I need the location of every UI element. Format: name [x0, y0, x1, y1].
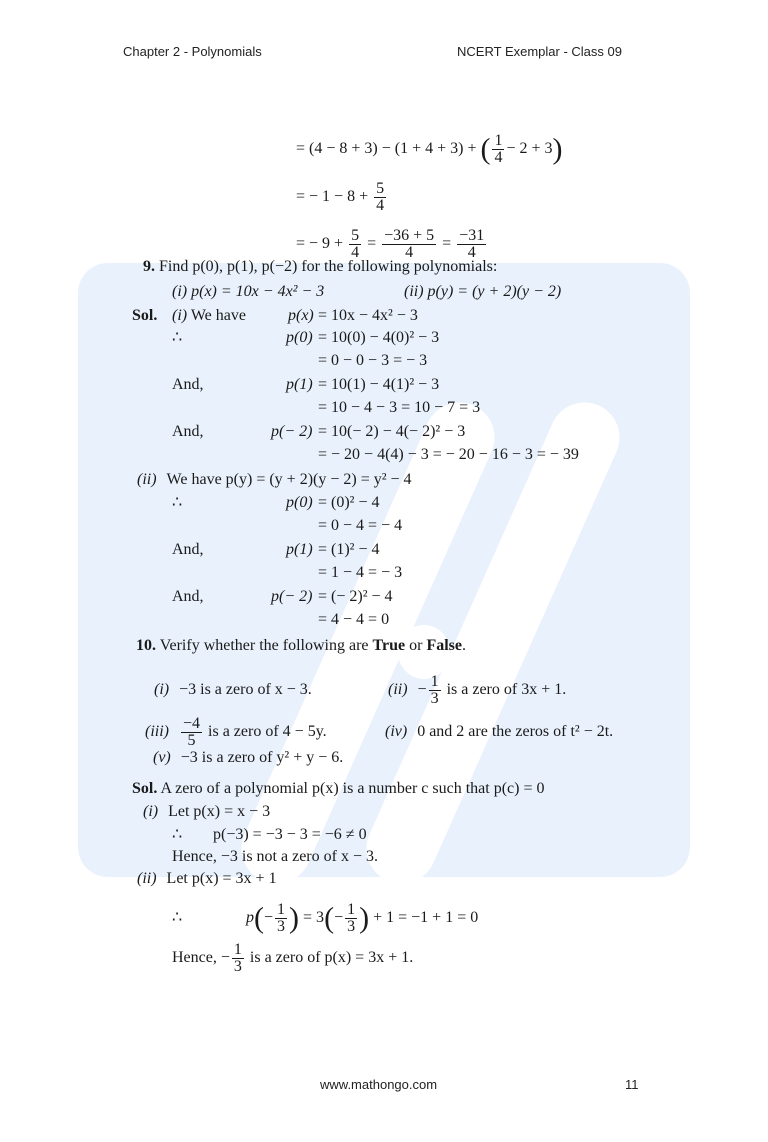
q10-sol-ii-calc: p(− $\frac{1}{3}$ ) = 3(− $\frac{1}{3}$ ) + 1 = −1 + 1 = 0	[246, 900, 479, 935]
q10-item-iv: (iv) 0 and 2 are the zeros of t² − 2t.	[385, 723, 614, 740]
row-pre: And,	[172, 423, 204, 440]
row-rhs: = 10(1) − 4(1)² − 3	[318, 376, 440, 393]
q10-item-iii: (iii) $\frac{-4}{5}$ is a zero of 4 − 5y.	[145, 714, 327, 749]
sol-i-intro: (i) We have	[172, 307, 246, 324]
question-10: 10. Verify whether the following are True or False.	[136, 637, 466, 654]
row-rhs: = 10(− 2) − 4(− 2)² − 3	[318, 423, 466, 440]
q10-solution: Sol. A zero of a polynomial p(x) is a number c such that p(c) = 0	[132, 780, 545, 797]
row-pre: And,	[172, 588, 204, 605]
prev-line-3: = − 9 + $\frac{5}{4}$ = $\frac{-36 + 5}{4}$ = $\frac{-31}{4}$	[296, 227, 485, 261]
row-rhs: = 0 − 4 = − 4	[318, 517, 403, 534]
question-text: Find p(0), p(1), p(−2) for the following polynomials:	[159, 258, 498, 275]
expr: − 2 + 3	[506, 140, 553, 158]
row-rhs: = (0)² − 4	[318, 494, 380, 511]
question-9	[143, 258, 497, 276]
prev-line-2: = − 1 − 8 + $\frac{5}{4}$	[296, 180, 385, 214]
q10-item-i: (i) −3 is a zero of x − 3.	[154, 681, 312, 698]
row-lhs: p(− 2)	[271, 423, 313, 440]
header-book-title: NCERT Exemplar - Class 09	[457, 44, 622, 59]
left-paren: (	[480, 132, 491, 166]
fraction: $\frac{-31}{4}$	[459, 227, 485, 261]
prev-line-1	[296, 133, 563, 166]
q10-sol-i-let: (i) Let p(x) = x − 3	[143, 803, 271, 820]
question-number: 9.	[143, 258, 155, 275]
fraction: $\frac{5}{4}$	[376, 180, 385, 214]
q9-part-i: (i) p(x) = 10x − 4x² − 3	[172, 283, 325, 300]
q10-sol-ii-hence: Hence, − $\frac{1}{3}$ is a zero of p(x) = 3x + 1.	[172, 940, 414, 975]
row-rhs: = 10x − 4x² − 3	[318, 307, 418, 324]
solution-label: Sol.	[132, 780, 158, 797]
q10-item-v: (v) −3 is a zero of y² + y − 6.	[153, 749, 344, 766]
row-lhs: p(0)	[286, 329, 313, 346]
page-number: 11	[625, 1077, 639, 1092]
row-rhs: = (1)² − 4	[318, 541, 380, 558]
fraction: $\frac{1}{4}$	[494, 132, 503, 166]
row-pre: And,	[172, 376, 204, 393]
solution-label: Sol.	[132, 307, 158, 324]
fraction: $\frac{5}{4}$	[351, 227, 360, 261]
q9-part-ii: (ii) p(y) = (y + 2)(y − 2)	[404, 283, 562, 300]
fraction: $\frac{1}{3}$	[277, 900, 286, 935]
fraction: $\frac{1}{3}$	[430, 672, 439, 707]
right-paren: )	[552, 132, 563, 166]
q10-sol-i-calc: p(−3) = −3 − 3 = −6 ≠ 0	[213, 826, 367, 843]
q10-sol-ii-let: (ii) Let p(x) = 3x + 1	[137, 870, 277, 887]
row-lhs: p(0)	[286, 494, 313, 511]
row-rhs: = − 20 − 4(4) − 3 = − 20 − 16 − 3 = − 39	[318, 446, 579, 463]
row-rhs: = (− 2)² − 4	[318, 588, 393, 605]
row-rhs: = 10 − 4 − 3 = 10 − 7 = 3	[318, 399, 481, 416]
row-pre: And,	[172, 541, 204, 558]
question-number: 10.	[136, 637, 156, 654]
therefore-symbol: ∴	[172, 909, 183, 926]
row-lhs: p(− 2)	[271, 588, 313, 605]
fraction: $\frac{1}{3}$	[347, 900, 356, 935]
row-rhs: = 1 − 4 = − 3	[318, 564, 403, 581]
fraction: $\frac{-4}{5}$	[183, 714, 201, 749]
therefore-symbol: ∴	[172, 494, 183, 511]
row-lhs: p(1)	[286, 541, 313, 558]
fraction: $\frac{-36 + 5}{4}$	[384, 227, 435, 261]
therefore-symbol: ∴	[172, 826, 183, 843]
q10-item-ii: (ii) − $\frac{1}{3}$ is a zero of 3x + 1.	[388, 672, 567, 707]
header-chapter-title: Chapter 2 - Polynomials	[123, 44, 262, 59]
row-lhs: p(1)	[286, 376, 313, 393]
sol-ii-intro: (ii) We have p(y) = (y + 2)(y − 2) = y² − 4	[137, 471, 412, 488]
therefore-symbol: ∴	[172, 329, 183, 346]
q10-sol-i-hence: Hence, −3 is not a zero of x − 3.	[172, 848, 378, 865]
fraction: $\frac{1}{3}$	[233, 940, 242, 975]
row-rhs: = 10(0) − 4(0)² − 3	[318, 329, 440, 346]
footer-website: www.mathongo.com	[320, 1077, 438, 1092]
expr: = (4 − 8 + 3) − (1 + 4 + 3) +	[296, 140, 477, 158]
row-lhs: p(x)	[288, 307, 314, 324]
row-rhs: = 4 − 4 = 0	[318, 611, 390, 628]
row-rhs: = 0 − 0 − 3 = − 3	[318, 352, 428, 369]
